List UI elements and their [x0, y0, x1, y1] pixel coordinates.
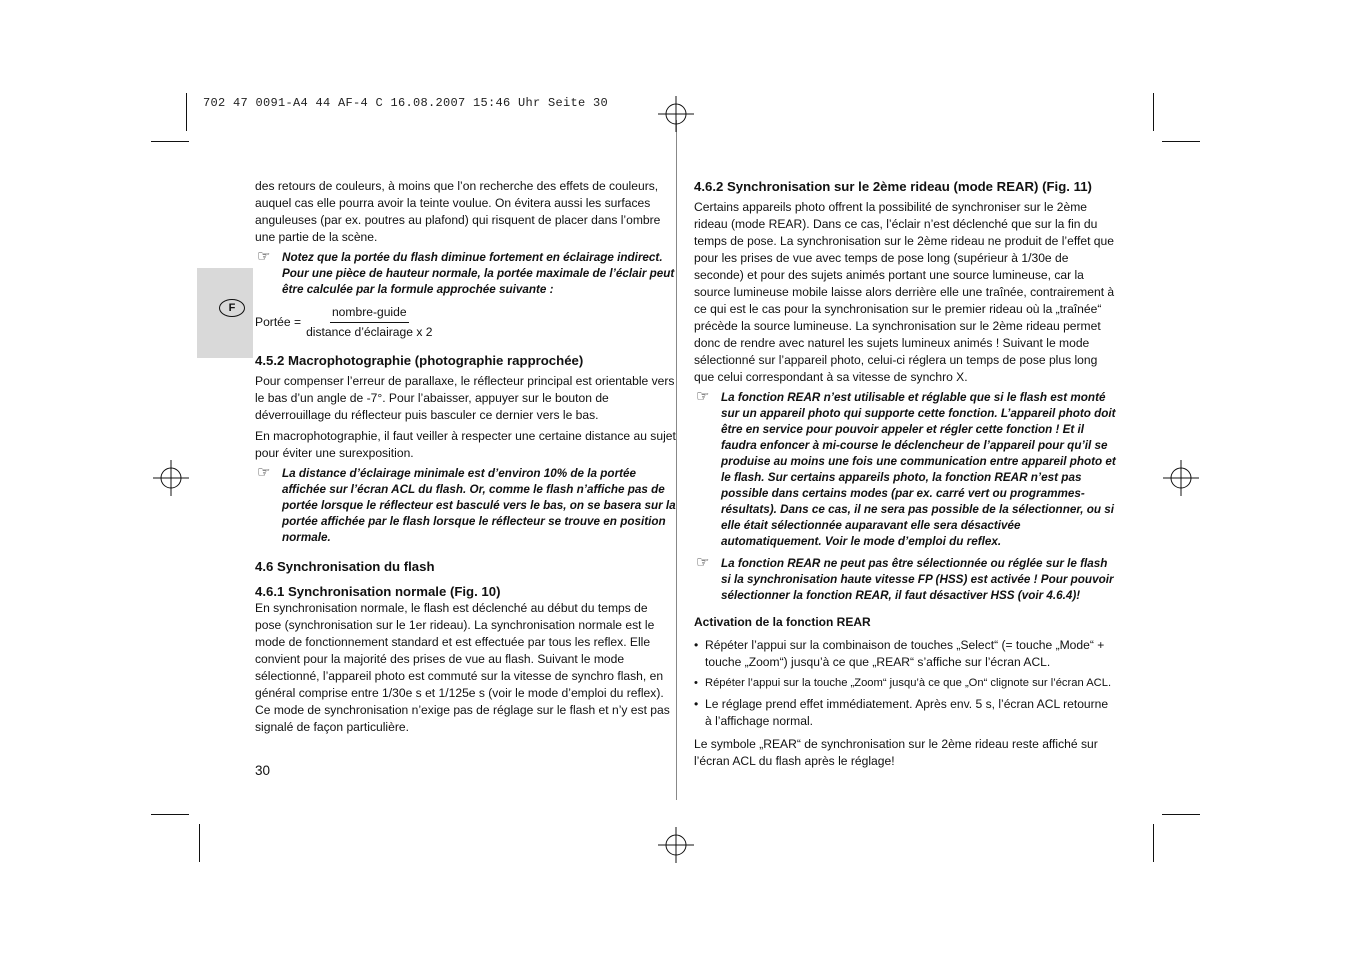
right-column [694, 178, 1118, 770]
section-heading-4-6: 4.6 Synchronisation du flash [255, 559, 435, 574]
language-badge: F [219, 299, 245, 317]
pointing-hand-icon: ☞ [696, 554, 710, 571]
note-bounce-range [255, 250, 677, 298]
paragraph: En macrophotographie, il faut veiller à respecter une certaine distance au sujet pour éviter une surexposition. [255, 429, 676, 460]
formula-numerator: nombre-guide [330, 304, 409, 323]
registration-mark-icon [1163, 460, 1199, 496]
bullet-icon: • [694, 697, 699, 711]
pointing-hand-icon: ☞ [257, 248, 271, 265]
crop-mark [1162, 814, 1200, 815]
pointing-hand-icon: ☞ [257, 464, 271, 481]
registration-mark-icon [658, 827, 694, 863]
printer-slug: 702 47 0091-A4 44 AF-4 C 16.08.2007 15:46 Uhr Seite 30 [203, 96, 609, 110]
crop-mark [151, 141, 189, 142]
formula-denominator: distance d’éclairage x 2 [306, 324, 433, 339]
list-item: • Répéter l’appui sur la touche „Zoom“ jusqu’à ce que „On“ clignote sur l’écran ACL. [694, 675, 1118, 692]
note-min-distance [255, 466, 677, 546]
range-formula [255, 304, 677, 340]
section-heading-4-6-1: 4.6.1 Synchronisation normale (Fig. 10) [255, 584, 501, 599]
formula-fraction [306, 304, 432, 341]
formula-label: Portée = [255, 314, 302, 329]
intro-paragraph: des retours de couleurs, à moins que l’on recherche des effets de couleurs, auquel cas elle pourra avoir la teinte voulue. On évitera aussi les surfaces anguleuses (par ex. poutres au plafond) qui risquent de placer dans l’ombre une partie de la scène. [255, 179, 661, 244]
left-column [255, 178, 677, 736]
note-rear-support [694, 390, 1118, 550]
bullet-icon: • [694, 677, 698, 689]
list-item: • Répéter l’appui sur la combinaison de touches „Select“ (= touche „Mode“ + touche „Zoom“) jusqu’à ce que „REAR“ s’affiche sur l’écran ACL. [694, 638, 1105, 669]
crop-mark [1153, 93, 1154, 131]
page-number: 30 [255, 763, 271, 778]
paragraph: Certains appareils photo offrent la possibilité de synchroniser sur le 2ème rideau (mode REAR). Dans ce cas, l’éclair n’est déclenché que sur la fin du temps de pose. La synchronisation sur le 2ème rideau ne produit de l’effet que pour les prises de vue avec temps de pose long (supérieur à 1/30e de seconde) et pour des sujets animés portant une source lumineuse, car la source lumineuse mobile laisse alors derrière elle une traînée, contrairement à ce qui est le cas pour la synchronisation sur le premier rideau où la „traînée“ précède la source lumineuse. La synchronisation sur le 2ème rideau permet donc de rendre avec naturel les sujets lumineux animés ! Suivant le mode sélectionné sur l’appareil photo, celui-ci réglera un temps de pose plus long que celui correspondant à sa vitesse de synchro X. [694, 200, 1115, 384]
crop-mark [1162, 141, 1200, 142]
paragraph: Pour compenser l’erreur de parallaxe, le réflecteur principal est orientable vers le bas d’un angle de -7°. Pour l’abaisser, appuyer sur le bouton de déverrouillage du réflecteur puis basculer ce dernier vers le bas. [255, 374, 675, 422]
crop-mark [199, 824, 200, 862]
list-item: • Le réglage prend effet immédiatement. Après env. 5 s, l’écran ACL retourne à l’affichage normal. [694, 697, 1109, 728]
note-text: La fonction REAR n’est utilisable et réglable que si le flash est monté sur un appareil photo qui supporte cette fonction. L’appareil photo doit être en service pour pouvoir appeler et régler cette fonction ! Et il faudra enfoncer à mi-course le déclencheur de l’appareil pour qu’il se produise au moins une fois une communication entre appareil photo et le flash. Sur certains appareils photo, la fonction REAR n’est pas possible dans certains modes (par ex. carré vert ou programmes-résultats). Dans ce cas, il ne sera pas possible de la sélectionner, ou si elle était sélectionnée auparavant elle sera désactivée automatiquement. Voir le mode d’emploi du reflex. [721, 391, 1116, 548]
note-text: La fonction REAR ne peut pas être sélectionnée ou réglée sur le flash si la synchronisation haute vitesse FP (HSS) est activée ! Pour pouvoir sélectionner la fonction REAR, il faut désactiver HSS (voir 4.6.4)! [721, 557, 1114, 602]
crop-mark [1153, 824, 1154, 862]
crop-mark [186, 93, 187, 131]
note-text: Notez que la portée du flash diminue fortement en éclairage indirect. Pour une pièce de hauteur normale, la portée maximale de l’éclair peut être calculée par la formule approchée suivante : [282, 251, 675, 296]
closing-paragraph: Le symbole „REAR“ de synchronisation sur le 2ème rideau reste affiché sur l’écran ACL du flash après le réglage! [694, 737, 1098, 768]
registration-mark-icon [658, 96, 694, 132]
note-rear-hss [694, 556, 1118, 604]
section-heading-4-5-2: 4.5.2 Macrophotographie (photographie rapprochée) [255, 353, 584, 368]
activation-title: Activation de la fonction REAR [694, 615, 871, 629]
crop-mark [151, 814, 189, 815]
pointing-hand-icon: ☞ [696, 388, 710, 405]
note-text: La distance d’éclairage minimale est d’environ 10% de la portée affichée sur l’écran ACL du flash. Or, comme le flash n’affiche pas de portée lorsque le réflecteur est basculé vers le bas, on se basera sur la portée affichée par le flash lorsque le réflecteur se trouve en position normale. [282, 467, 676, 544]
paragraph: En synchronisation normale, le flash est déclenché au début du temps de pose (synchronisation sur le 1er rideau). La synchronisation normale est le mode de fonctionnement standard et est effectuée par tous les reflex. Elle convient pour la majorité des prises de vue au flash. Suivant le mode sélectionné, l’appareil photo est commuté sur la vitesse de synchro flash, en général comprise entre 1/30e s et 1/125e s (voir le mode d’emploi du reflex). Ce mode de synchronisation n’exige pas de réglage sur le flash et n’y est pas signalé de façon particulière. [255, 601, 670, 734]
registration-mark-icon [153, 460, 189, 496]
section-heading-4-6-2: 4.6.2 Synchronisation sur le 2ème rideau (mode REAR) (Fig. 11) [694, 179, 1092, 194]
bullet-icon: • [694, 638, 699, 652]
